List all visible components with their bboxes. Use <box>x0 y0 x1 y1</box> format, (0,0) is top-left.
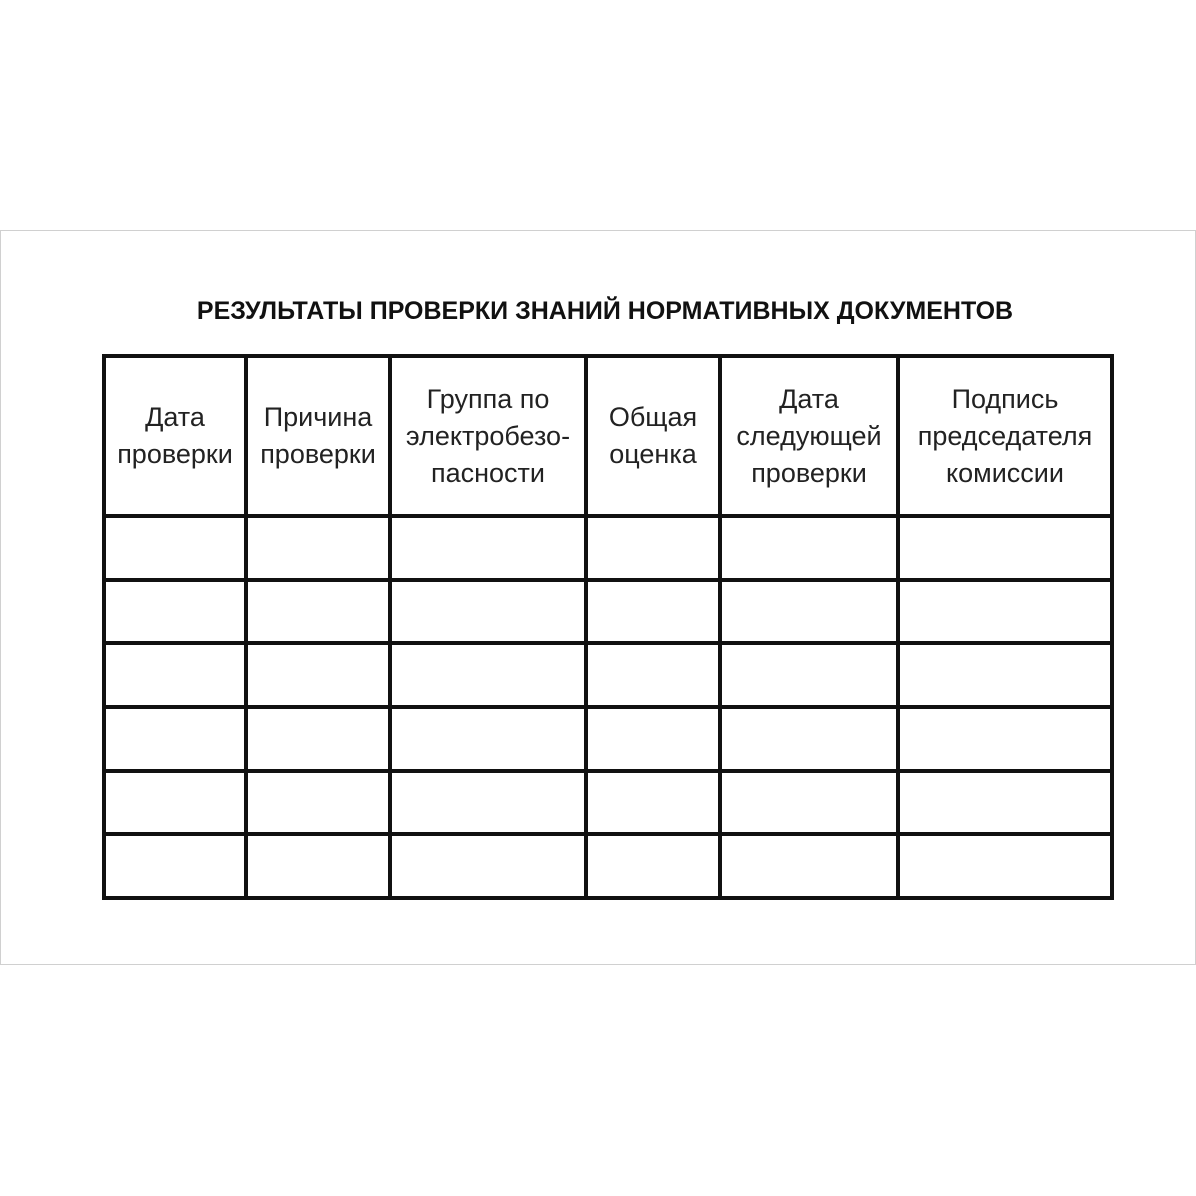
table-row <box>104 771 1112 835</box>
table-cell <box>246 707 390 771</box>
table-cell <box>390 516 586 580</box>
header-check-date: Дата проверки <box>104 356 246 516</box>
table-cell <box>898 643 1112 707</box>
table-row <box>104 516 1112 580</box>
table-cell <box>586 707 720 771</box>
table-cell <box>246 771 390 835</box>
table-cell <box>720 643 898 707</box>
header-overall-grade: Общая оценка <box>586 356 720 516</box>
header-next-check-date: Дата следующей проверки <box>720 356 898 516</box>
table-cell <box>390 643 586 707</box>
table-cell <box>720 771 898 835</box>
table-cell <box>390 834 586 898</box>
header-row <box>104 356 1112 516</box>
table-cell <box>104 643 246 707</box>
table-cell <box>898 707 1112 771</box>
table-cell <box>246 580 390 644</box>
table-cell <box>390 707 586 771</box>
table-row <box>104 834 1112 898</box>
table-cell <box>104 516 246 580</box>
table-cell <box>390 580 586 644</box>
table-cell <box>104 580 246 644</box>
table-row <box>104 580 1112 644</box>
table-cell <box>720 707 898 771</box>
table-cell <box>104 771 246 835</box>
table-cell <box>104 834 246 898</box>
table-cell <box>246 516 390 580</box>
table-cell <box>586 643 720 707</box>
table-cell <box>246 643 390 707</box>
table-cell <box>720 516 898 580</box>
table-cell <box>586 580 720 644</box>
header-safety-group: Группа по электробезо- пасности <box>390 356 586 516</box>
table-cell <box>898 580 1112 644</box>
table-cell <box>586 516 720 580</box>
header-chairman-signature: Подпись председателя комиссии <box>898 356 1112 516</box>
table-cell <box>720 834 898 898</box>
table-row <box>104 707 1112 771</box>
table-cell <box>390 771 586 835</box>
table-cell <box>586 834 720 898</box>
table-cell <box>898 834 1112 898</box>
table-row <box>104 643 1112 707</box>
table-cell <box>898 771 1112 835</box>
header-check-reason: Причина проверки <box>246 356 390 516</box>
table-cell <box>898 516 1112 580</box>
table-cell <box>104 707 246 771</box>
results-table <box>102 354 1114 900</box>
table-cell <box>246 834 390 898</box>
table-cell <box>720 580 898 644</box>
page-title: РЕЗУЛЬТАТЫ ПРОВЕРКИ ЗНАНИЙ НОРМАТИВНЫХ ДОКУМЕНТОВ <box>196 297 1014 325</box>
table-cell <box>586 771 720 835</box>
